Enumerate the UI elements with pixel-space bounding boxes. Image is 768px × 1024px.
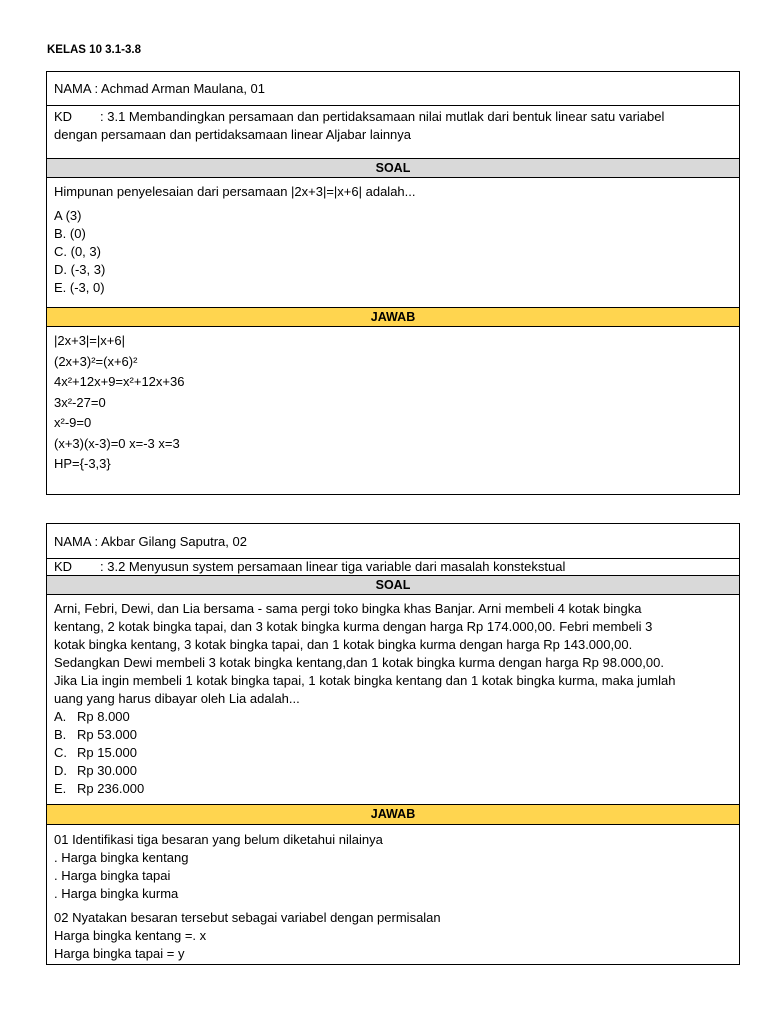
- question-text: Himpunan penyelesaian dari persamaan |2x+3|=|x+6| adalah...: [54, 184, 416, 199]
- question-line-5: Jika Lia ingin membeli 1 kotak bingka tapai, 1 kotak bingka kentang dan 1 kotak bingka kurma, maka jumlah: [54, 673, 676, 688]
- kd-label: KD: [54, 109, 73, 124]
- kd-label: KD: [54, 559, 73, 574]
- question-line-3: kotak bingka kentang, 3 kotak bingka tapai, dan 1 kotak bingka kurma dengan harga Rp 143.000,00.: [54, 637, 633, 652]
- student-name: NAMA : Akbar Gilang Saputra, 02: [54, 534, 247, 549]
- step-4: 3x²-27=0: [54, 394, 106, 410]
- option-a: [54, 708, 732, 726]
- step-1: |2x+3|=|x+6|: [54, 333, 125, 348]
- soal-header: SOAL: [47, 576, 739, 595]
- jawab-header: JAWAB: [47, 805, 739, 825]
- option-d: D. (-3, 3): [54, 262, 106, 277]
- option-c: [54, 744, 732, 762]
- kd-row: [47, 559, 739, 576]
- option-letter: E.: [54, 781, 67, 796]
- student-name-row: [47, 72, 739, 106]
- step-5: x²-9=0: [54, 415, 92, 430]
- option-e: E. (-3, 0): [54, 280, 105, 295]
- question-card-1: [46, 71, 740, 495]
- option-a: A (3): [54, 208, 82, 223]
- question-line-6: uang yang harus dibayar oleh Lia adalah...: [54, 691, 300, 706]
- question-card-2: [46, 523, 740, 965]
- option-letter: B.: [54, 727, 67, 742]
- option-text: Rp 15.000: [77, 745, 137, 760]
- soal-header: SOAL: [47, 159, 739, 178]
- question-line-2: kentang, 2 kotak bingka tapai, dan 3 kotak bingka kurma dengan harga Rp 174.000,00. Febri membeli 3: [54, 619, 653, 634]
- answer-1-item: . Harga bingka kurma: [54, 886, 179, 901]
- option-text: Rp 30.000: [77, 763, 137, 778]
- step-6: (x+3)(x-3)=0 x=-3 x=3: [54, 435, 180, 451]
- student-name-row: [47, 524, 739, 559]
- answer-1-item: . Harga bingka kentang: [54, 850, 189, 865]
- answer-2-item: Harga bingka tapai = y: [54, 946, 185, 961]
- option-d: [54, 762, 732, 780]
- step-3: 4x²+12x+9=x²+12x+36: [54, 374, 185, 389]
- kd-line: [54, 559, 732, 575]
- answer-2-title: 02 Nyatakan besaran tersebut sebagai variabel dengan permisalan: [54, 910, 441, 925]
- soal-body: [47, 595, 739, 805]
- kd-row: [47, 106, 739, 159]
- question-line-1: Arni, Febri, Dewi, dan Lia bersama - sama pergi toko bingka khas Banjar. Arni membeli 4 kotak bingka: [54, 601, 642, 616]
- option-c: C. (0, 3): [54, 244, 101, 259]
- option-letter: D.: [54, 763, 67, 778]
- student-name: NAMA : Achmad Arman Maulana, 01: [54, 81, 265, 96]
- answer-1-item: . Harga bingka tapai: [54, 868, 171, 883]
- option-b: B. (0): [54, 226, 86, 241]
- step-7: HP={-3,3}: [54, 456, 111, 471]
- option-letter: C.: [54, 745, 67, 760]
- jawab-body: [47, 825, 739, 963]
- kd-text: : 3.2 Menyusun system persamaan linear tiga variable dari masalah konstekstual: [100, 559, 566, 574]
- question-line-4: Sedangkan Dewi membeli 3 kotak bingka kentang,dan 1 kotak bingka kurma dengan harga Rp 98.000,00.: [54, 655, 664, 670]
- kd-line-2: dengan persamaan dan pertidaksamaan linear Aljabar lainnya: [54, 127, 412, 142]
- option-text: Rp 8.000: [77, 709, 130, 724]
- step-2: (2x+3)²=(x+6)²: [54, 353, 138, 369]
- jawab-header: JAWAB: [47, 308, 739, 327]
- option-text: Rp 236.000: [77, 781, 145, 796]
- soal-body: [47, 178, 739, 308]
- option-e: [54, 780, 732, 798]
- option-text: Rp 53.000: [77, 727, 137, 742]
- option-letter: A.: [54, 709, 67, 724]
- option-b: [54, 726, 732, 744]
- answer-1-title: 01 Identifikasi tiga besaran yang belum diketahui nilainya: [54, 832, 383, 847]
- kd-text-1: : 3.1 Membandingkan persamaan dan pertidaksamaan nilai mutlak dari bentuk linear satu variabel: [100, 109, 665, 124]
- kd-line-1: [54, 108, 732, 126]
- jawab-body: [47, 327, 739, 475]
- document-title: KELAS 10 3.1-3.8: [47, 44, 141, 56]
- answer-2-item: Harga bingka kentang =. x: [54, 928, 207, 943]
